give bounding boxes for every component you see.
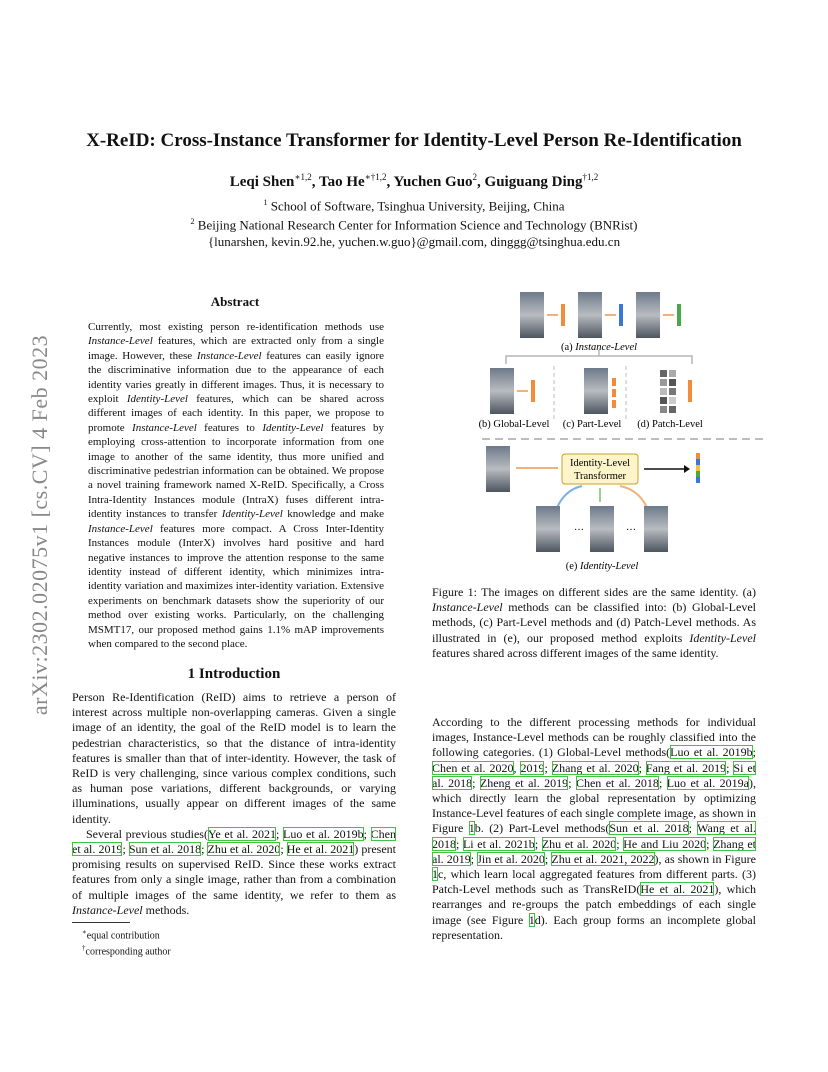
citation-link[interactable]: Jin et al. 2020 bbox=[477, 851, 545, 866]
transformer-label: Identity-Level bbox=[569, 458, 631, 469]
author-mark: †1,2 bbox=[582, 172, 599, 182]
figure-link[interactable]: 1 bbox=[432, 867, 438, 882]
arrow-head-icon bbox=[684, 465, 690, 473]
citation-link[interactable]: Zhu et al. 2021, 2022 bbox=[551, 851, 655, 866]
gallery-person-image bbox=[536, 506, 560, 552]
label-identity-level: (e) Identity-Level bbox=[565, 561, 639, 572]
blue-feature-bar bbox=[619, 304, 623, 326]
gallery-person-image bbox=[644, 506, 668, 552]
patch-feature bbox=[688, 380, 692, 402]
citation-link[interactable]: He et al. 2021 bbox=[640, 882, 715, 897]
orange-feature-bar bbox=[531, 380, 535, 402]
gallery-person-image bbox=[590, 506, 614, 552]
intro-paragraph-2: Several previous studies(Ye et al. 2021; Luo et al. 2019b; Chen et al. 2019; Sun et al. 2018; Zhu et al. 2020; He et al. 2021) present promising results on supervised ReID. Since these works extract features from only a single image, rather than from a combination of multiple images of the same identity, we refer to them as Instance-Level methods. bbox=[72, 826, 396, 917]
section-heading-introduction: 1 Introduction bbox=[187, 666, 281, 682]
label-patch-level: (d) Patch-Level bbox=[637, 419, 703, 430]
footnote-2: †corresponding author bbox=[82, 944, 171, 958]
attention-arrow bbox=[620, 486, 648, 510]
author-name: Yuchen Guo bbox=[393, 174, 473, 190]
citation-link[interactable]: Zhang et al. 2020 bbox=[551, 760, 639, 775]
figure-1-caption: Figure 1: The images on different sides are the same identity. (a) Instance-Level methods can be classified into: (b) Global-Level methods, (c) Part-Level methods and (d) Patch-Level methods. As illustrated in (e), our proposed method exploits Identity-Level features shared across different images of the same identity. bbox=[432, 585, 756, 660]
intro-paragraph-1: Person Re-Identification (ReID) aims to retrieve a person of interest across multiple non-overlapping cameras. Given a single image of an identity, the goal of the ReID model is to learn the pedestrian characteristics, so that the distance of intra-identity features is smaller than that of inter-identity. However, the task of ReID is very challenging, since various complex conditions, such as human pose variations, different backgrounds, or varying illuminations, usually appear on different images of the same identity. bbox=[72, 690, 396, 826]
author-name: Guiguang Ding bbox=[484, 174, 583, 190]
citation-link[interactable]: Zhu et al. 2020 bbox=[541, 836, 617, 851]
citation-link[interactable]: Wang et al. 2018 bbox=[432, 821, 756, 851]
author-mark: 2 bbox=[472, 172, 478, 182]
author-mark: ∗†1,2 bbox=[364, 172, 387, 182]
citation-link[interactable]: Chen et al. 2020 bbox=[432, 760, 514, 775]
citation-link[interactable]: Chen et al. 2019 bbox=[72, 826, 396, 857]
query-person-image bbox=[486, 446, 510, 492]
citation-link[interactable]: Chen et al. 2018 bbox=[575, 775, 659, 790]
part-feature bbox=[612, 378, 616, 386]
paper-title: X-ReID: Cross-Instance Transformer for Identity-Level Person Re-Identification bbox=[86, 130, 742, 151]
green-feature-bar bbox=[677, 304, 681, 326]
citation-link[interactable]: Luo et al. 2019a bbox=[666, 775, 750, 790]
citation-link[interactable]: Luo et al. 2019b bbox=[670, 745, 753, 760]
affiliations bbox=[60, 195, 768, 250]
grouping-brace bbox=[506, 350, 692, 364]
author-mark: ∗1,2 bbox=[294, 172, 312, 182]
citation-link[interactable]: He and Liu 2020 bbox=[623, 836, 707, 851]
abstract-heading: Abstract bbox=[210, 294, 260, 309]
author-list: Leqi Shen$^{∗1,2}$, Tao $He^{∗\dagger 1,2}$, Yuchen Guo$^2$, Guiguang Ding$^{\dagger 1,2}$ bbox=[229, 172, 599, 190]
footnote-rule bbox=[72, 922, 130, 923]
footnotes bbox=[82, 926, 171, 959]
identity-feature-bar bbox=[696, 453, 700, 483]
right-column-paragraph: According to the different processing methods for individual images, Instance-Level methods can be roughly classified into the following categories. (1) Global-Level methods(Luo et al. 2019b; Chen et al. 2020, 2019; Zhang et al. 2020; Fang et al. 2019; Si et al. 2018; Zheng et al. 2019; Chen et al. 2018; Luo et al. 2019a), which directly learn the global representation by optimizing Instance-Level features of each single complete image, as shown in Figure 1b. (2) Part-Level methods(Sun et al. 2018; Wang et al. 2018; Li et al. 2021b; Zhu et al. 2020; He and Liu 2020; Zhang et al. 2019; Jin et al. 2020; Zhu et al. 2021, 2022), as shown in Figure 1c, which learn local aggregated features from different parts. (3) Patch-Level methods such as TransReID(He et al. 2021), which rearranges and re-groups the patch embeddings of each single image (see Figure 1d). Each group forms an incomplete global representation. bbox=[432, 715, 757, 942]
citation-link[interactable]: Sun et al. 2018 bbox=[609, 821, 689, 836]
author-emails: {lunarshen, kevin.92.he, yuchen.w.guo}@gmail.com, dinggg@tsinghua.edu.cn bbox=[207, 233, 621, 249]
label-global-level: (b) Global-Level bbox=[478, 419, 550, 430]
patch-grid bbox=[660, 370, 676, 413]
citation-link[interactable]: Sun et al. 2018 bbox=[128, 842, 202, 857]
label-part-level: (c) Part-Level bbox=[562, 419, 622, 430]
citation-link[interactable]: He et al. 2021 bbox=[286, 842, 355, 857]
citation-link[interactable]: Zheng et al. 2019 bbox=[479, 775, 569, 790]
label-instance-level: (a) Instance-Level bbox=[560, 342, 638, 353]
citation-link[interactable]: 2019 bbox=[520, 760, 545, 775]
person-image bbox=[520, 292, 544, 338]
author-name: Tao He bbox=[318, 174, 365, 190]
part-feature bbox=[612, 400, 616, 408]
part-feature bbox=[612, 389, 616, 397]
citation-link[interactable]: Li et al. 2021b bbox=[462, 836, 535, 851]
citation-link[interactable]: Zhang et al. 2019 bbox=[432, 836, 757, 866]
ellipsis: … bbox=[574, 522, 584, 533]
citation-link[interactable]: Si et al. 2018 bbox=[432, 760, 757, 790]
citation-link[interactable]: Zhu et al. 2020 bbox=[207, 842, 281, 857]
arxiv-identifier: arXiv:2302.02075v1 [cs.CV] 4 Feb 2023 bbox=[27, 334, 52, 716]
person-image bbox=[584, 368, 608, 414]
abstract-body: Currently, most existing person re-identification methods use Instance-Level features, which are extracted only from a single image. However, these Instance-Level features can easily ignore the discriminative information due to the appearance of each identity varies greatly in different images. Thus, it is necessary to exploit Identity-Level features, which can be shared across different images of each identity. In this paper, we propose to promote Instance-Level features to Identity-Level features by employing cross-attention to incorporate information from one image to another of the same identity, thus more unified and discriminative pedestrian information can be obtained. We propose a novel training framework named X-ReID. Specifically, a Cross Intra-Identity Instances module (IntraX) fuses different intra-identity instances to transfer Identity-Level knowledge and make Instance-Level features more compact. A Cross Inter-Identity Instances module (InterX) involves hard positive and hard negative instances to improve the attention response to the same identity instead of different identity, which minimizes intra-identity variation and maximizes inter-identity variation. Extensive experiments on benchmark datasets show the superiority of our method over existing works. Particularly, on the challenging MSMT17, our proposed method gains 1.1% mAP improvements when compared to the second place. bbox=[88, 321, 385, 650]
figure-1-diagram bbox=[474, 288, 774, 578]
author-name: Leqi Shen bbox=[229, 174, 295, 190]
figure-link[interactable]: 1 bbox=[528, 912, 535, 927]
affiliation-1: $^1$ School of Software, Tsinghua University, Beijing, China bbox=[263, 198, 565, 214]
orange-feature-bar bbox=[561, 304, 565, 326]
footnote-1: ∗equal contribution bbox=[82, 928, 160, 942]
person-image bbox=[578, 292, 602, 338]
citation-link[interactable]: Luo et al. 2019b bbox=[283, 826, 364, 841]
figure-link[interactable]: 1 bbox=[468, 821, 475, 836]
person-image bbox=[490, 368, 514, 414]
citation-link[interactable]: Fang et al. 2019 bbox=[645, 760, 727, 775]
ellipsis: … bbox=[626, 522, 636, 533]
person-image bbox=[636, 292, 660, 338]
citation-link[interactable]: Ye et al. 2021 bbox=[207, 826, 277, 841]
transformer-label: Transformer bbox=[573, 471, 627, 482]
affiliation-2: $^2$ Beijing National Research Center for Information Science and Technology (BNRist) bbox=[190, 217, 638, 233]
introduction-body bbox=[72, 690, 396, 918]
